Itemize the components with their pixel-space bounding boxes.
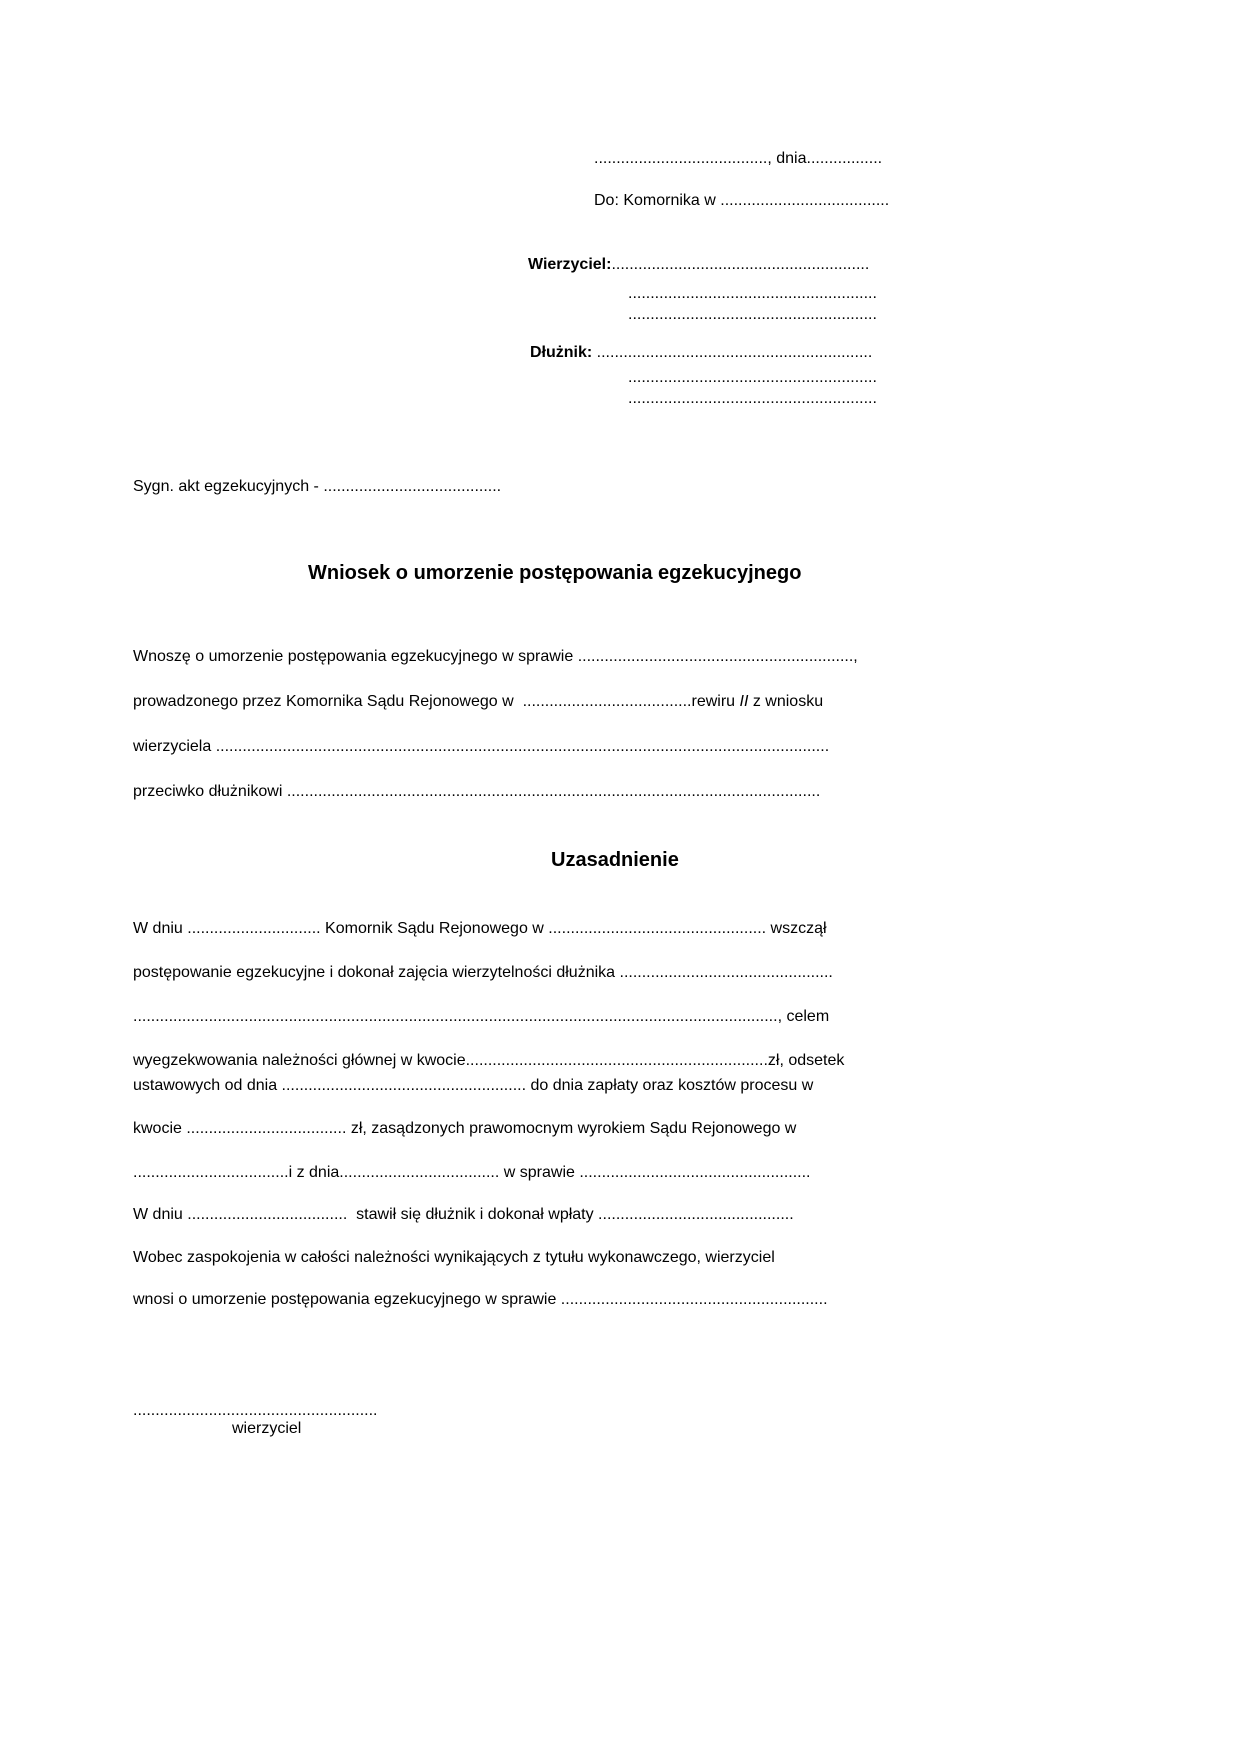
debtor-label: Dłużnik: — [530, 344, 593, 361]
debtor-line — [530, 344, 872, 362]
justification-line: wnosi o umorzenie postępowania egzekucyjnego w sprawie ............................................................ — [133, 1291, 828, 1308]
debtor-blank: .............................................................. — [592, 344, 873, 361]
justification-line: Wobec zaspokojenia w całości należności wynikających z tytułu wykonawczego, wierzyciel — [133, 1249, 775, 1266]
creditor-blank: .......................................................... — [611, 256, 870, 273]
debtor-blank-line: ........................................................ — [628, 390, 877, 407]
place-date-line: ......................................., dnia................. — [594, 150, 883, 167]
creditor-label: Wierzyciel: — [528, 256, 612, 273]
creditor-line — [528, 256, 869, 274]
justification-line: ustawowych od dnia ....................................................... do dnia zapłaty oraz kosztów procesu w — [133, 1077, 814, 1094]
justification-line: ...................................i z dnia.................................... w sprawie .................................................... — [133, 1164, 811, 1181]
justification-line: W dniu .............................. Komornik Sądu Rejonowego w ................................................. wszczął — [133, 920, 827, 937]
justification-heading: Uzasadnienie — [551, 849, 679, 871]
intro-line2-roman-numeral: II — [739, 693, 749, 710]
justification-line: ................................................................................................................................................., celem — [133, 1008, 830, 1025]
creditor-blank-line: ........................................................ — [628, 306, 877, 323]
case-reference: Sygn. akt egzekucyjnych - ........................................ — [133, 478, 502, 495]
justification-line: kwocie .................................... zł, zasądzonych prawomocnym wyrokiem Sądu Rejonowego w — [133, 1120, 797, 1137]
document-title: Wniosek o umorzenie postępowania egzekucyjnego — [308, 562, 802, 584]
intro-line: przeciwko dłużnikowi ........................................................................................................................ — [133, 783, 821, 800]
intro-line: Wnoszę o umorzenie postępowania egzekucyjnego w sprawie .............................................................., — [133, 648, 858, 665]
debtor-blank-line: ........................................................ — [628, 369, 877, 386]
justification-line: wyegzekwowania należności głównej w kwocie....................................................................zł, odsetek — [133, 1052, 845, 1069]
signature-dotted-line: ....................................................... — [133, 1402, 378, 1419]
intro-line — [133, 693, 823, 711]
justification-line: postępowanie egzekucyjne i dokonał zajęcia wierzytelności dłużnika ................................................ — [133, 964, 833, 981]
addressee-line: Do: Komornika w ...................................... — [594, 192, 890, 209]
creditor-blank-line: ........................................................ — [628, 285, 877, 302]
signature-label: wierzyciel — [232, 1420, 302, 1437]
justification-line: W dniu .................................... stawił się dłużnik i dokonał wpłaty ............................................ — [133, 1206, 794, 1223]
intro-line2-pre: prowadzonego przez Komornika Sądu Rejonowego w ......................................rewiru — [133, 693, 740, 710]
intro-line2-post: z wniosku — [748, 693, 824, 710]
intro-line: wierzyciela .......................................................................................................................................... — [133, 738, 830, 755]
